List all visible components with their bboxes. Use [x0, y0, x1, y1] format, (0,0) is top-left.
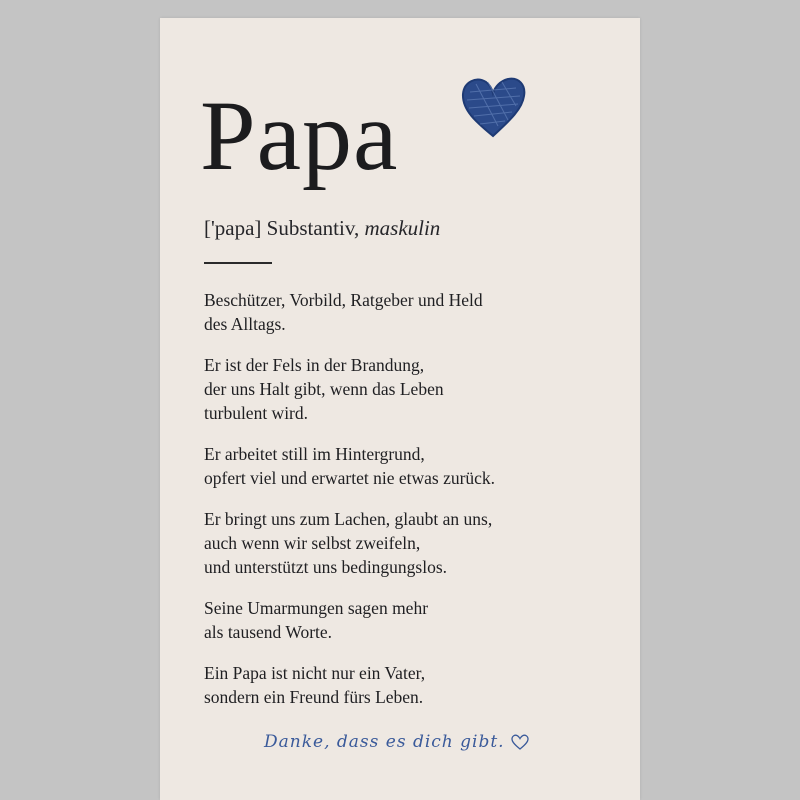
text-line: Ein Papa ist nicht nur ein Vater,	[204, 663, 426, 683]
text-line: Er ist der Fels in der Brandung,	[204, 355, 425, 375]
heart-icon	[458, 74, 528, 140]
pronunciation-text: ['papa] Substantiv,	[204, 216, 365, 240]
paragraph	[204, 507, 624, 579]
pronunciation-line	[204, 216, 440, 241]
text-line: auch wenn wir selbst zweifeln,	[204, 533, 421, 553]
definition-body	[204, 288, 624, 726]
definition-poster	[160, 18, 640, 800]
paragraph	[204, 353, 624, 425]
paragraph	[204, 661, 624, 709]
text-line: turbulent wird.	[204, 403, 309, 423]
paragraph	[204, 288, 624, 336]
paragraph	[204, 596, 624, 644]
text-line: sondern ein Freund fürs Leben.	[204, 687, 424, 707]
text-line: opfert viel und erwartet nie etwas zurück.	[204, 468, 496, 488]
signoff-text: Danke, dass es dich gibt.	[264, 732, 505, 752]
signoff-line	[264, 732, 529, 752]
text-line: Er bringt uns zum Lachen, glaubt an uns,	[204, 509, 493, 529]
text-line: als tausend Worte.	[204, 622, 333, 642]
paragraph	[204, 442, 624, 490]
text-line: Er arbeitet still im Hintergrund,	[204, 444, 425, 464]
text-line: des Alltags.	[204, 314, 286, 334]
poster-title: Papa	[200, 80, 399, 191]
gender-text: maskulin	[364, 216, 441, 240]
text-line: Seine Umarmungen sagen mehr	[204, 598, 429, 618]
divider	[204, 262, 272, 264]
text-line: und unterstützt uns bedingungslos.	[204, 557, 448, 577]
text-line: der uns Halt gibt, wenn das Leben	[204, 379, 444, 399]
text-line: Beschützer, Vorbild, Ratgeber und Held	[204, 290, 483, 310]
heart-outline-icon	[511, 734, 529, 750]
